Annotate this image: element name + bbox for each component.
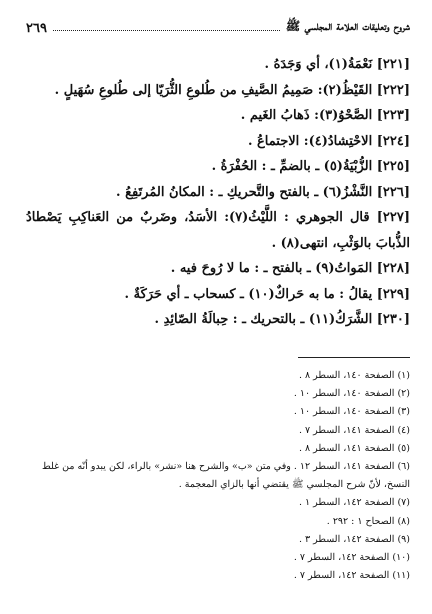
footnote-4: (٤) الصفحة ١٤١، السطر ٧ .: [298, 424, 410, 436]
running-header: [26, 14, 410, 36]
footnote-10: (١٠) الصفحة ١٤٢، السطر ٧ .: [293, 552, 410, 564]
entry-225: [٢٢٥] الزُّبْيَةُ(٥) ـ بالضمِّ ـ : الحُفْرَةُ .: [211, 159, 410, 174]
entry-226: [٢٢٦] النَّشْزُ(٦) ـ بالفتح والتَّحريكِ ـ : المكانُ المُرتَفِعُ .: [116, 184, 410, 200]
entry-228: [٢٢٨] المَواتُ(٩) ـ بالفتح ـ : ما لا رُوحَ فيه .: [170, 261, 410, 276]
footnotes: [26, 367, 410, 585]
entry-222: [٢٢٢] القَيْظُ(٢): صَمِيمُ الصَّيفِ من طُلوعِ الثُّرَيّا إلى طُلوعِ سُهَيلٍ .: [54, 82, 410, 98]
footnote-2: (٢) الصفحة ١٤٠، السطر ١٠ .: [293, 388, 410, 400]
entry-221: [٢٢١] نَعْمَةُ(١)، أي وَجَدَهُ .: [264, 57, 410, 72]
footnote-8: (٨) الصحاح ١ : ٢٩٢ .: [326, 515, 410, 527]
entry-227: [٢٢٧] قال الجوهري : اللَّيْثُ(٧): الأسَدُ، وضَربٌ من العَناكِبِ يَصْطادُ الذُّبابَ بالوَثْبِ، انتهى(٨) .: [26, 210, 410, 251]
footnote-5: (٥) الصفحة ١٤١، السطر ٨ .: [298, 442, 410, 454]
entry-229: [٢٢٩] يقالُ : ما به حَراكٌ(١٠) ـ كسحاب ـ أي حَرَكَةٌ .: [124, 286, 410, 302]
footnote-6: (٦) الصفحة ١٤١، السطر ١٢ . وفي متن «ب» والشرح هنا «نشر» بالراء، لكن يبدو أنّه من غلط النسخ، لأنّ شرح المجلسي ﷺ يقتضي أنها بالزاي المعجمة .: [41, 461, 410, 491]
entry-223: [٢٢٣] الصَّحْوُ(٣): ذَهابُ الغَيم .: [240, 108, 410, 123]
footnote-7: (٧) الصفحة ١٤٢، السطر ١ .: [298, 497, 410, 509]
footnote-separator: [298, 357, 410, 358]
entry-230: [٢٣٠] الشَّرَكُ(١١) ـ بالتحريك ـ : حِبالَةُ الصّائِدِ .: [154, 312, 410, 327]
page-number: ٢٦٩: [26, 21, 47, 36]
footnote-1: (١) الصفحة ١٤٠، السطر ٨ .: [298, 370, 410, 381]
footnote-11: (١١) الصفحة ١٤٢، السطر ٧ .: [293, 570, 410, 582]
header-dotted-leader: [53, 29, 280, 31]
footnote-9: (٩) الصفحة ١٤٢، السطر ٣ .: [298, 533, 410, 545]
footnote-3: (٣) الصفحة ١٤٠، السطر ١٠ .: [293, 406, 410, 418]
main-text: [26, 52, 410, 333]
entry-224: [٢٢٤] الاحْتِشادُ(٤): الاجتماعُ .: [247, 133, 410, 149]
header-title: شروح وتعليقات العلامة المجلسي ﷺ: [285, 19, 410, 33]
